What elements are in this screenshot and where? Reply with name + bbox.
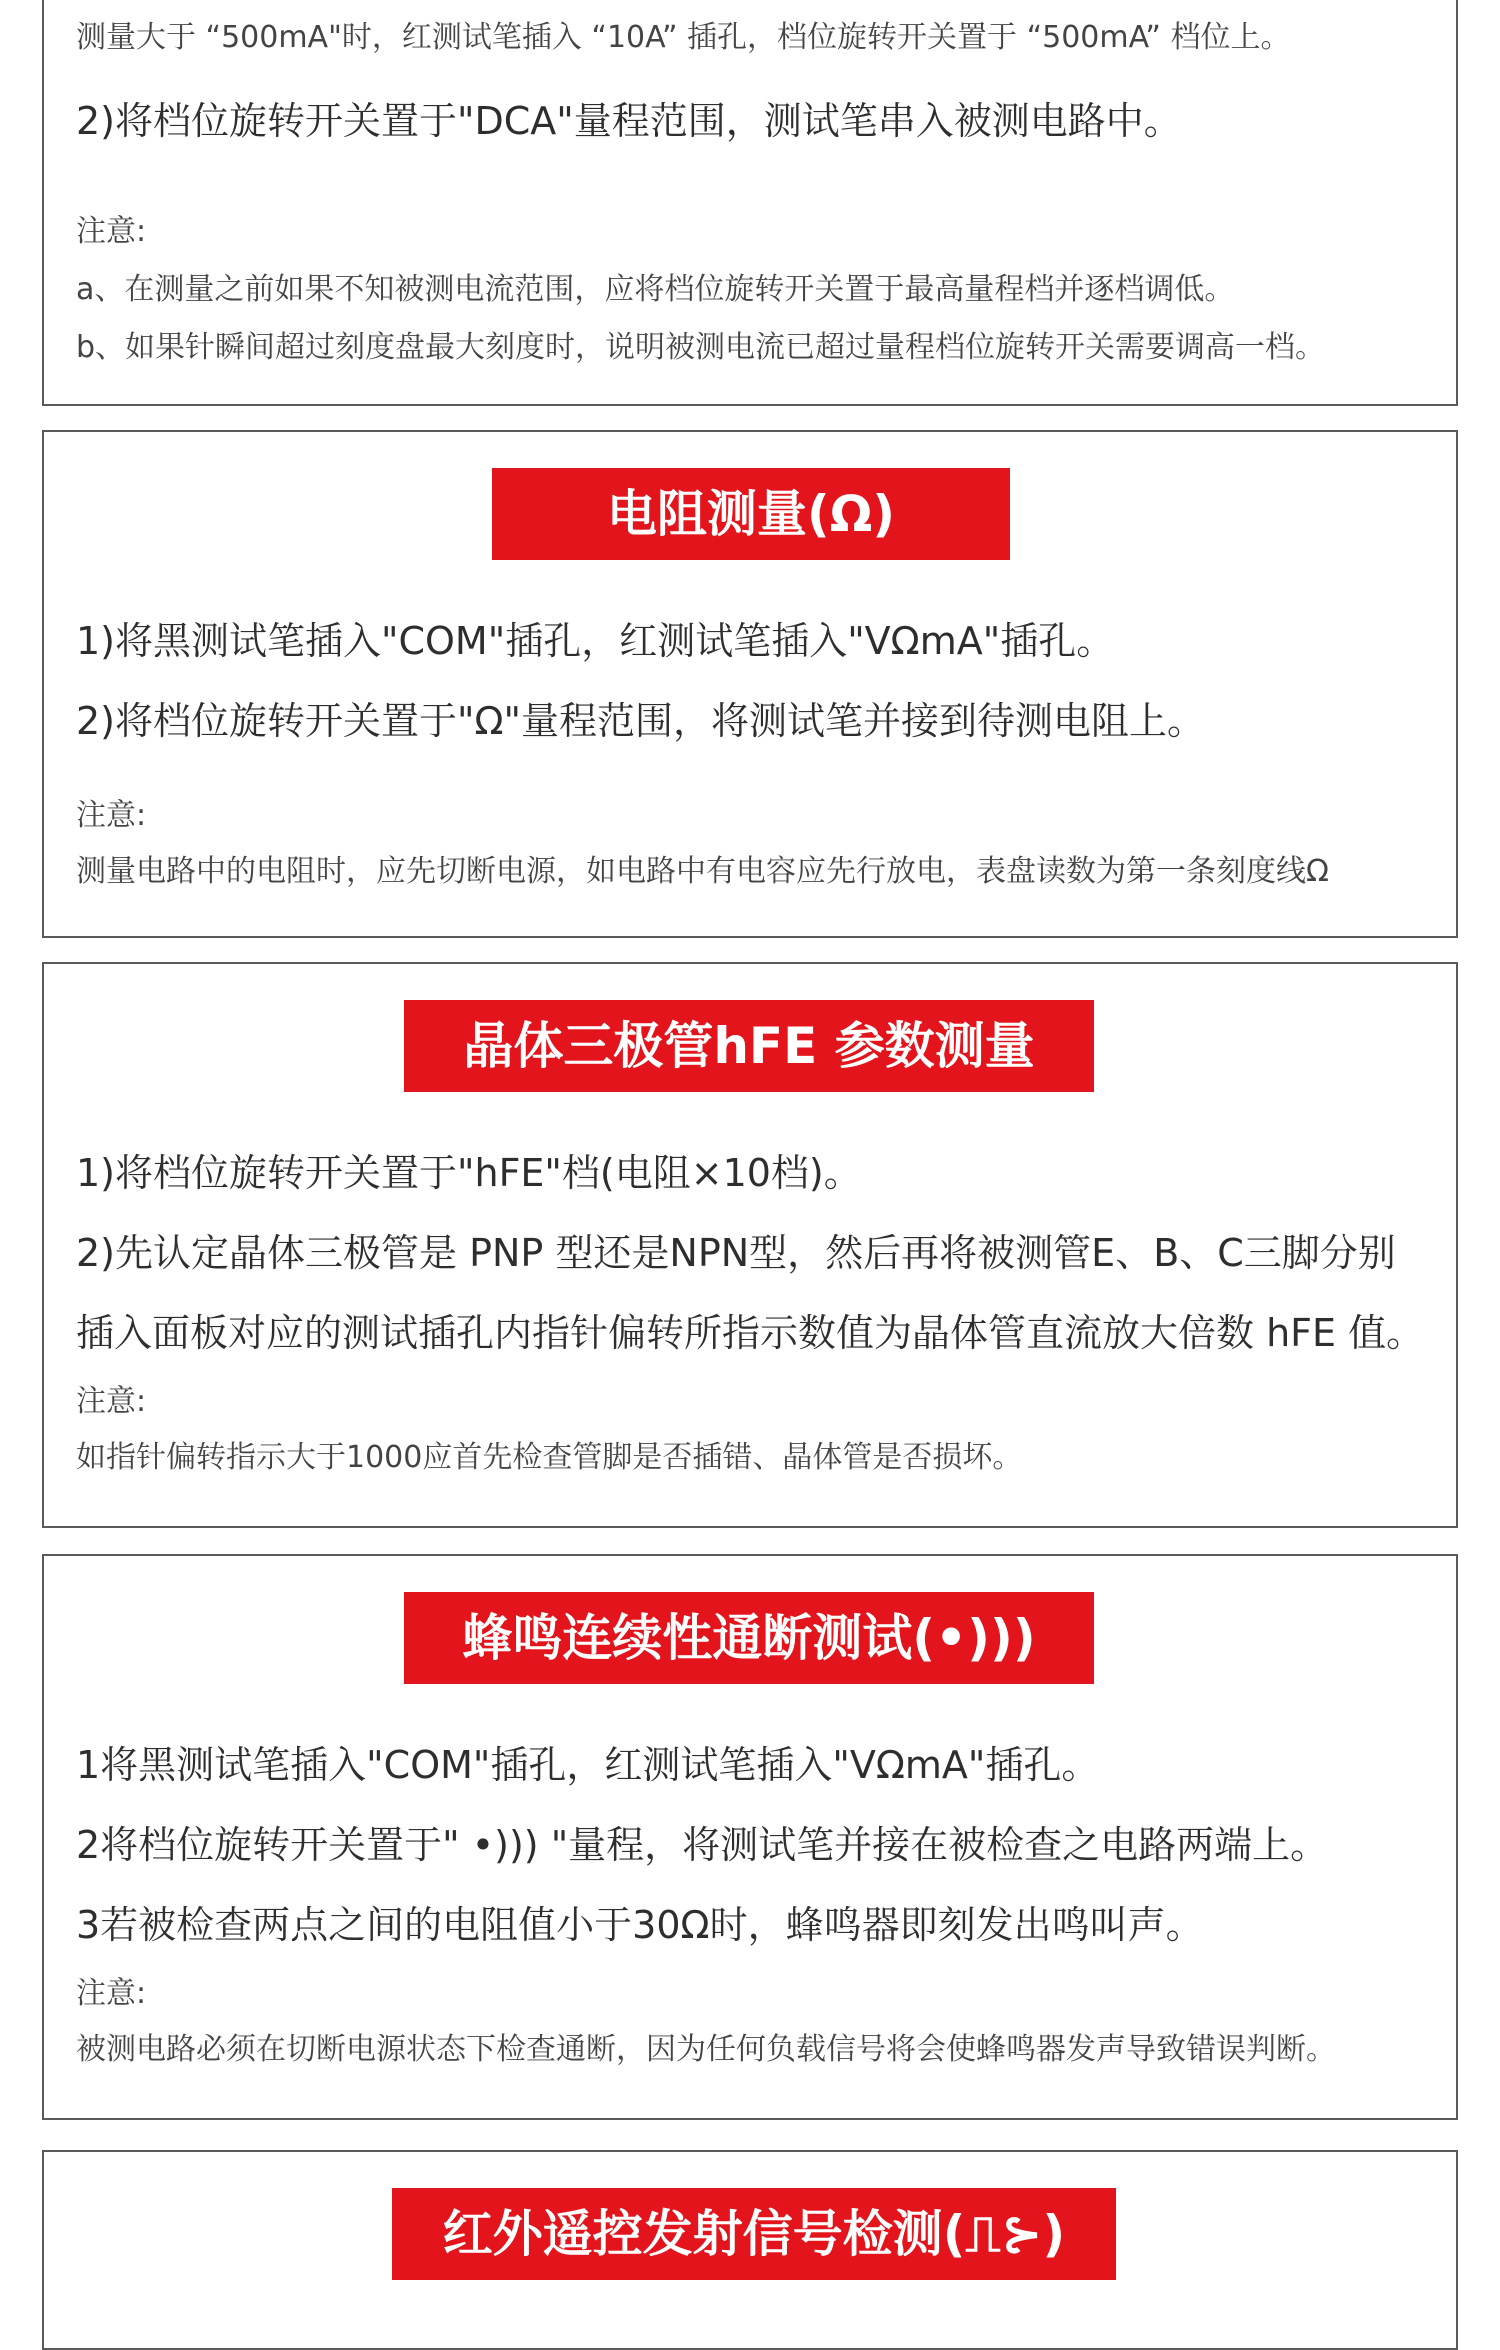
section-hfe-measurement (42, 962, 1458, 1528)
current-step-2: 2)将档位旋转开关置于"DCA"量程范围，测试笔串入被测电路中。 (76, 99, 1182, 143)
resistance-step-2: 2)将档位旋转开关置于"Ω"量程范围，将测试笔并接到待测电阻上。 (76, 699, 1205, 743)
continuity-note: 被测电路必须在切断电源状态下检查通断，因为任何负载信号将会使蜂鸣器发声导致错误判断。 (76, 2032, 1336, 2067)
current-intro-text: 测量大于 “500mA"时，红测试笔插入 “10A” 插孔，档位旋转开关置于 “500mA” 档位上。 (76, 20, 1291, 55)
continuity-title-badge (404, 1592, 1094, 1684)
section-continuity-test (42, 1554, 1458, 2120)
hfe-step-2a: 2)先认定晶体三极管是 PNP 型还是NPN型，然后再将被测管E、B、C三脚分别 (76, 1231, 1396, 1275)
resistance-step-1: 1)将黑测试笔插入"COM"插孔，红测试笔插入"VΩmA"插孔。 (76, 619, 1115, 663)
continuity-step-2: 2将档位旋转开关置于" •))) "量程，将测试笔并接在被检查之电路两端上。 (76, 1823, 1329, 1867)
note-label: 注意: (76, 1384, 147, 1419)
continuity-step-3: 3若被检查两点之间的电阻值小于30Ω时，蜂鸣器即刻发出鸣叫声。 (76, 1903, 1204, 1947)
note-label: 注意: (76, 1976, 147, 2011)
continuity-step-1: 1将黑测试笔插入"COM"插孔，红测试笔插入"VΩmA"插孔。 (76, 1743, 1100, 1787)
note-label: 注意: (76, 798, 147, 833)
hfe-step-1: 1)将档位旋转开关置于"hFE"档(电阻×10档)。 (76, 1151, 862, 1195)
resistance-title-badge (492, 468, 1010, 560)
note-label: 注意: (76, 214, 147, 249)
current-note-b: b、如果针瞬间超过刻度盘最大刻度时，说明被测电流已超过量程档位旋转开关需要调高一档。 (76, 330, 1326, 365)
hfe-note: 如指针偏转指示大于1000应首先检查管脚是否插错、晶体管是否损坏。 (76, 1440, 1023, 1475)
section-current-measurement (42, 0, 1458, 406)
current-note-a: a、在测量之前如果不知被测电流范围，应将档位旋转开关置于最高量程档并逐档调低。 (76, 272, 1235, 307)
section-ir-remote-test (42, 2150, 1458, 2350)
resistance-title: 电阻测量(Ω) (606, 485, 896, 543)
section-resistance-measurement (42, 430, 1458, 938)
resistance-note: 测量电路中的电阻时，应先切断电源，如电路中有电容应先行放电，表盘读数为第一条刻度线Ω (76, 854, 1329, 889)
hfe-title-badge (404, 1000, 1094, 1092)
ir-title: 红外遥控发射信号检测(⎍⊱) (442, 2205, 1066, 2263)
hfe-title: 晶体三极管hFE 参数测量 (463, 1017, 1035, 1075)
ir-title-badge (392, 2188, 1116, 2280)
hfe-step-2b: 插入面板对应的测试插孔内指针偏转所指示数值为晶体管直流放大倍数 hFE 值。 (76, 1311, 1425, 1355)
continuity-title: 蜂鸣连续性通断测试(•))) (462, 1609, 1036, 1667)
